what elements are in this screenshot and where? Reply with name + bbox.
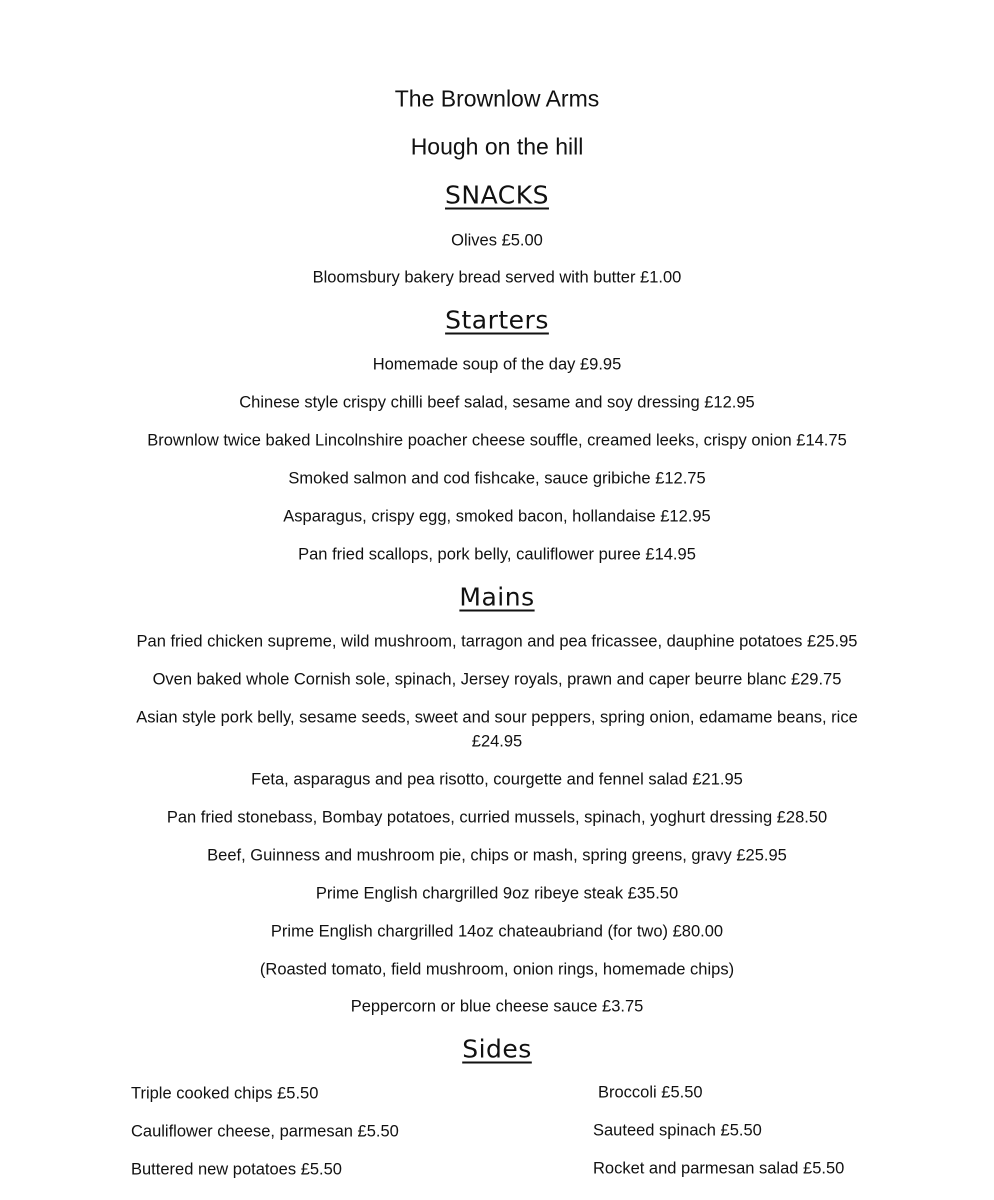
menu-item: Pan fried chicken supreme, wild mushroom, tarragon and pea fricassee, dauphine potatoes £25.95 <box>136 632 858 651</box>
menu-item: Beef, Guinness and mushroom pie, chips or mash, spring greens, gravy £25.95 <box>207 846 787 865</box>
menu-item: Asparagus, crispy egg, smoked bacon, hollandaise £12.95 <box>283 507 711 526</box>
side-item: Buttered new potatoes £5.50 <box>131 1160 342 1179</box>
menu-item: Homemade soup of the day £9.95 <box>372 355 622 374</box>
menu-item: Prime English chargrilled 9oz ribeye steak £35.50 <box>315 884 679 903</box>
menu-item: Peppercorn or blue cheese sauce £3.75 <box>350 997 644 1016</box>
menu-item: Pan fried scallops, pork belly, cauliflower puree £14.95 <box>298 545 696 564</box>
snacks-heading: SNACKS <box>445 180 549 210</box>
mains-heading: Mains <box>459 582 535 612</box>
menu-item: Brownlow twice baked Lincolnshire poacher cheese souffle, creamed leeks, crispy onion £14.75 <box>147 431 847 450</box>
menu-item-price: £24.95 <box>471 732 523 751</box>
sides-heading: Sides <box>462 1034 532 1064</box>
menu-item: Bloomsbury bakery bread served with butter £1.00 <box>312 268 682 287</box>
menu-item: Asian style pork belly, sesame seeds, sweet and sour peppers, spring onion, edamame beans, rice <box>136 708 858 727</box>
menu-item: Smoked salmon and cod fishcake, sauce gribiche £12.75 <box>288 469 706 488</box>
menu-item: Chinese style crispy chilli beef salad, sesame and soy dressing £12.95 <box>239 393 755 412</box>
starters-heading: Starters <box>445 305 549 335</box>
side-item: Sauteed spinach £5.50 <box>593 1121 762 1140</box>
restaurant-location: Hough on the hill <box>410 133 584 160</box>
menu-item: Oven baked whole Cornish sole, spinach, Jersey royals, prawn and caper beurre blanc £29.75 <box>152 670 842 689</box>
menu-item: Pan fried stonebass, Bombay potatoes, curried mussels, spinach, yoghurt dressing £28.50 <box>166 808 828 827</box>
menu-item: Prime English chargrilled 14oz chateaubriand (for two) £80.00 <box>270 922 724 941</box>
side-item: Triple cooked chips £5.50 <box>131 1084 319 1103</box>
menu-item: Feta, asparagus and pea risotto, courgette and fennel salad £21.95 <box>251 770 743 789</box>
menu-item-note: (Roasted tomato, field mushroom, onion rings, homemade chips) <box>259 960 735 979</box>
side-item: Rocket and parmesan salad £5.50 <box>593 1159 845 1178</box>
side-item: Broccoli £5.50 <box>598 1083 703 1102</box>
menu-item: Olives £5.00 <box>451 231 543 250</box>
side-item: Cauliflower cheese, parmesan £5.50 <box>131 1122 399 1141</box>
restaurant-name: The Brownlow Arms <box>394 85 600 112</box>
